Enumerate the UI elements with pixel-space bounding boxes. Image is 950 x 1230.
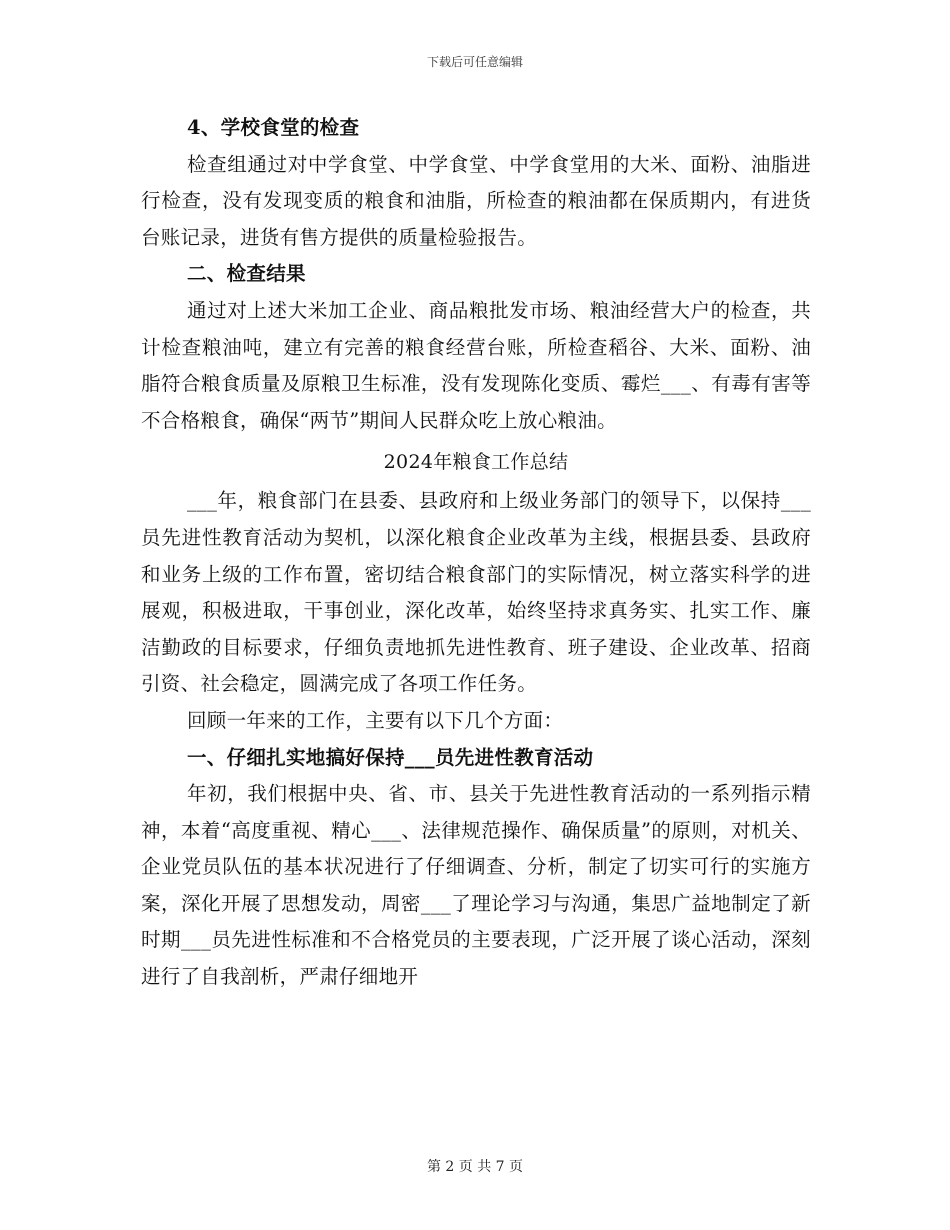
page-footer: 第 2 页 共 7 页 xyxy=(426,1159,524,1175)
document-title: 2024年粮食工作总结 xyxy=(383,451,569,474)
paragraph-inspection-results: 通过对上述大米加工企业、商品粮批发市场、粮油经营大户的检查，共计检查粮油吨，建立有完善的粮食经营台账，所检查稻谷、大米、面粉、油脂符合粮食质量及原粮卫生标准，没有发现陈化变质、霉烂___、有毒有害等不合格粮食，确保“两节”期间人民群众吃上放心粮油。 xyxy=(141,298,811,432)
section-heading-canteen: 4、学校食堂的检查 xyxy=(187,116,360,139)
section-heading-results: 二、检查结果 xyxy=(187,262,306,286)
paragraph-canteen-inspection: 检查组通过对中学食堂、中学食堂、中学食堂用的大米、面粉、油脂进行检查，没有发现变质的粮食和油脂，所检查的粮油都在保质期内，有进货台账记录，进货有售方提供的质量检验报告。 xyxy=(141,152,811,249)
paragraph-review: 回顾一年来的工作，主要有以下几个方面： xyxy=(187,708,564,732)
section-heading-education: 一、仔细扎实地搞好保持___员先进性教育活动 xyxy=(187,745,594,769)
paragraph-education-activity: 年初，我们根据中央、省、市、县关于先进性教育活动的一系列指示精神，本着“高度重视、精心___、法律规范操作、确保质量”的原则，对机关、企业党员队伍的基本状况进行了仔细调查、分析，制定了切实可行的实施方案，深化开展了思想发动，周密___了理论学习与沟通，集思广益地制定了新时期___员先进性标准和不合格党员的主要表现，广泛开展了谈心活动，深刻进行了自我剖析，严肃仔细地开 xyxy=(141,782,811,989)
document-body xyxy=(141,110,811,996)
paragraph-summary-intro: ___年，粮食部门在县委、县政府和上级业务部门的领导下，以保持___员先进性教育活动为契机，以深化粮食企业改革为主线，根据县委、县政府和业务上级的工作布置，密切结合粮食部门的实际情况，树立落实科学的进展观，积极进取，干事创业，深化改革，始终坚持求真务实、扎实工作、廉洁勤政的目标要求，仔细负责地抓先进性教育、班子建设、企业改革、招商引资、社会稳定，圆满完成了各项工作任务。 xyxy=(141,489,811,696)
page-header: 下载后可任意编辑 xyxy=(426,55,523,69)
